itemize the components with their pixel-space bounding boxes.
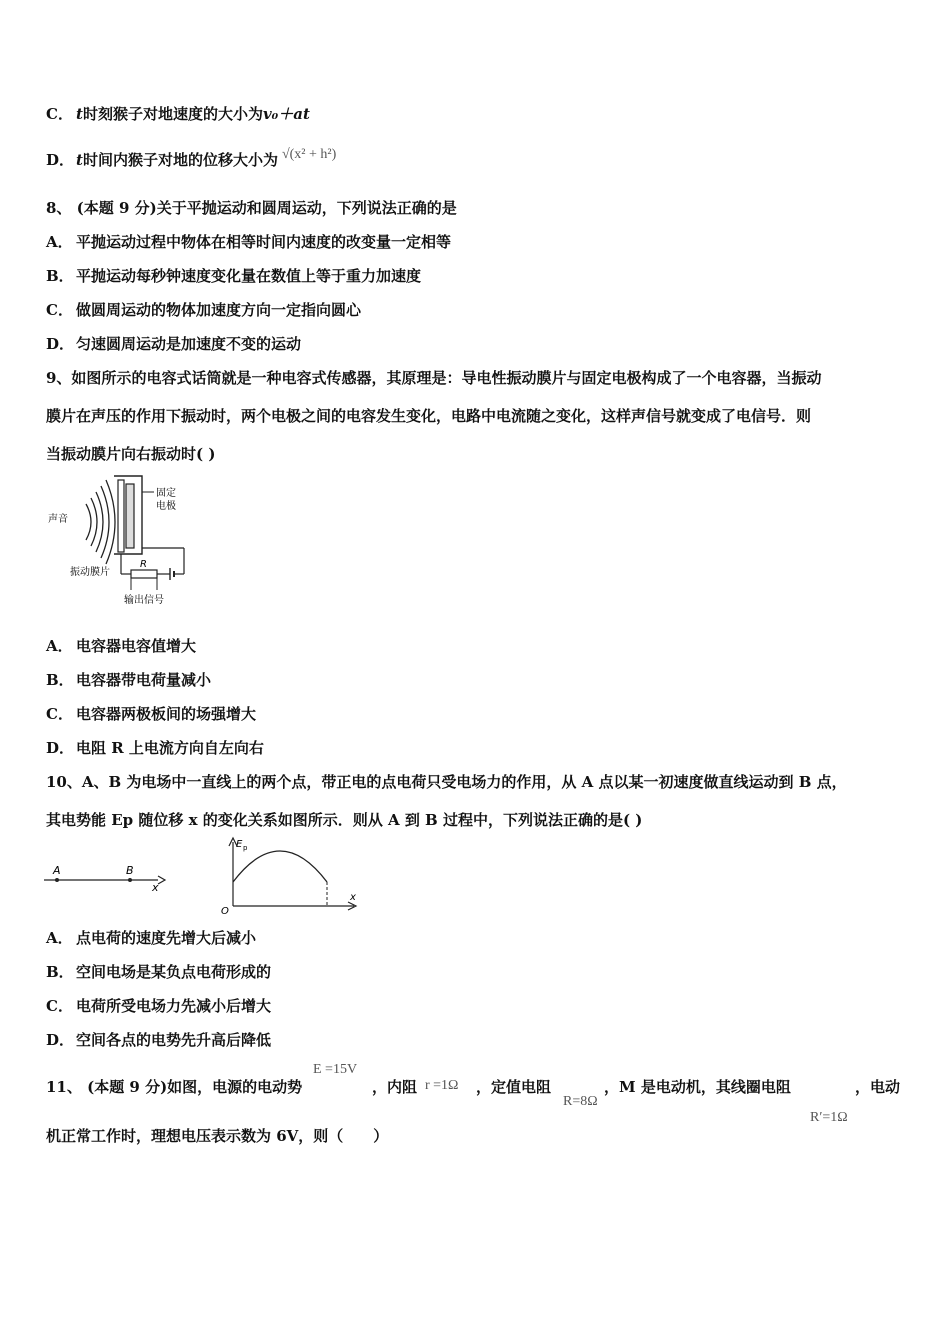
option-text: 匀速圆周运动是加速度不变的运动 [76,335,302,353]
sound-wave [86,504,91,540]
q9-option-d[interactable] [46,737,264,758]
resistor [131,570,157,578]
q9-stem-line1: 9、如图所示的电容式话筒就是一种电容式传感器，其原理是：导电性振动膜片与固定电极构成了一个电容器，当振动 [46,369,822,387]
option-letter: B． [46,671,74,689]
output-label: 输出信号 [124,595,164,606]
q11-part4: ，M 是电动机，其线圈电阻 [604,1078,791,1096]
option-letter: B． [46,267,74,285]
q8-option-c[interactable] [46,299,361,320]
option-text: 做圆周运动的物体加速度方向一定指向圆心 [76,301,362,319]
option-letter: C． [46,997,73,1015]
option-letter: D． [46,335,75,353]
option-text: 电阻 R 上电流方向自左向右 [76,739,264,757]
ep-x-graph [218,834,364,916]
point-b [128,878,132,882]
origin-label: O [221,906,229,916]
option-text: 电容器电容值增大 [76,637,197,655]
option-text: 电容器两极板间的场强增大 [76,705,257,723]
option-text: 时刻猴子对地速度的大小为 [82,105,263,123]
label-x: x [152,881,159,894]
q11-part3: ，定值电阻 [476,1078,552,1096]
fixed-electrode [126,484,134,548]
diaphragm-label: 振动膜片 [70,567,110,578]
axis-arrow [158,876,165,884]
fixed-electrode-label-1: 固定 [156,488,176,499]
option-text: 平抛运动每秒钟速度变化量在数值上等于重力加速度 [76,267,422,285]
option-text: 点电荷的速度先增大后减小 [76,929,257,947]
q11-fixed-resistor-formula: R=8Ω [563,1094,598,1109]
x-axis-label: x [350,892,356,903]
q10-option-a[interactable] [46,927,256,948]
q8-option-d[interactable] [46,333,301,354]
option-letter: A． [46,929,73,947]
sound-wave [106,480,115,564]
option-text: 时间内猴子对地的位移大小为 [82,151,278,169]
option-letter: A． [46,233,73,251]
option-text: 平抛运动过程中物体在相等时间内速度的改变量一定相等 [76,233,452,251]
q11-internal-resistance-formula: r =1Ω [425,1078,459,1093]
line-ab-diagram [44,860,168,894]
q11-part5: ，电动 [855,1078,901,1096]
option-letter: B． [46,963,74,981]
q11-line2: 机正常工作时，理想电压表示数为 6V，则（ ） [46,1127,389,1145]
option-letter: C． [46,705,73,723]
sqrt-formula: √(x² + h²) [281,147,337,162]
q9-option-c[interactable] [46,703,256,724]
q10-stem-line1: 10、A、B 为电场中一直线上的两个点，带正电的点电荷只受电场力的作用，从 A 点以某一初速度做直线运动到 B 点， [46,773,847,791]
ep-curve [233,851,327,882]
option-letter: D． [46,739,75,757]
q10-option-d[interactable] [46,1029,271,1050]
q10-option-c[interactable] [46,995,271,1016]
fixed-electrode-label-2: 电极 [156,501,176,512]
option-variable: t [76,151,83,169]
sound-wave [91,498,97,546]
y-axis-label: E [236,839,243,850]
option-variable: t [76,105,83,123]
label-b: B [126,864,134,877]
point-a [55,878,59,882]
diaphragm [118,480,124,552]
q9-stem-line3: 当振动膜片向右振动时( ) [46,445,216,463]
sound-label: 声音 [48,514,68,525]
q8-option-a[interactable] [46,231,451,252]
q11-part2: ，内阻 [372,1078,418,1096]
y-axis-subscript: p [243,844,248,852]
q9-stem-line2: 膜片在声压的作用下振动时，两个电极之间的电容发生变化，电路中电流随之变化，这样声信号就变成了电信号．则 [46,407,812,425]
option-letter: D． [46,151,75,169]
option-letter: D． [46,1031,75,1049]
q11-coil-resistance-formula: R′=1Ω [810,1110,848,1125]
q7-option-c[interactable] [46,103,310,124]
option-text: 空间各点的电势先升高后降低 [76,1031,272,1049]
option-letter: A． [46,637,73,655]
option-letter: C． [46,301,73,319]
resistor-label: R [140,559,147,570]
q7-option-d[interactable] [46,147,337,170]
option-formula: v₀＋at [262,105,310,123]
q8-stem: 8、 (本题 9 分)关于平抛运动和圆周运动，下列说法正确的是 [46,199,457,217]
q11-part1: 11、 (本题 9 分)如图，电源的电动势 [46,1078,303,1096]
q9-option-b[interactable] [46,669,211,690]
label-a: A [53,864,61,877]
microphone-diagram [46,472,216,612]
sound-wave [101,486,109,558]
option-text: 电荷所受电场力先减小后增大 [76,997,272,1015]
q8-option-b[interactable] [46,265,421,286]
option-text: 空间电场是某负点电荷形成的 [76,963,272,981]
q9-option-a[interactable] [46,635,196,656]
q10-option-b[interactable] [46,961,271,982]
q10-stem-line2: 其电势能 Ep 随位移 x 的变化关系如图所示．则从 A 到 B 过程中，下列说法正确的是( ) [46,811,643,829]
option-text: 电容器带电荷量减小 [76,671,212,689]
q11-emf-formula: E =15V [313,1062,358,1077]
option-letter: C． [46,105,73,123]
